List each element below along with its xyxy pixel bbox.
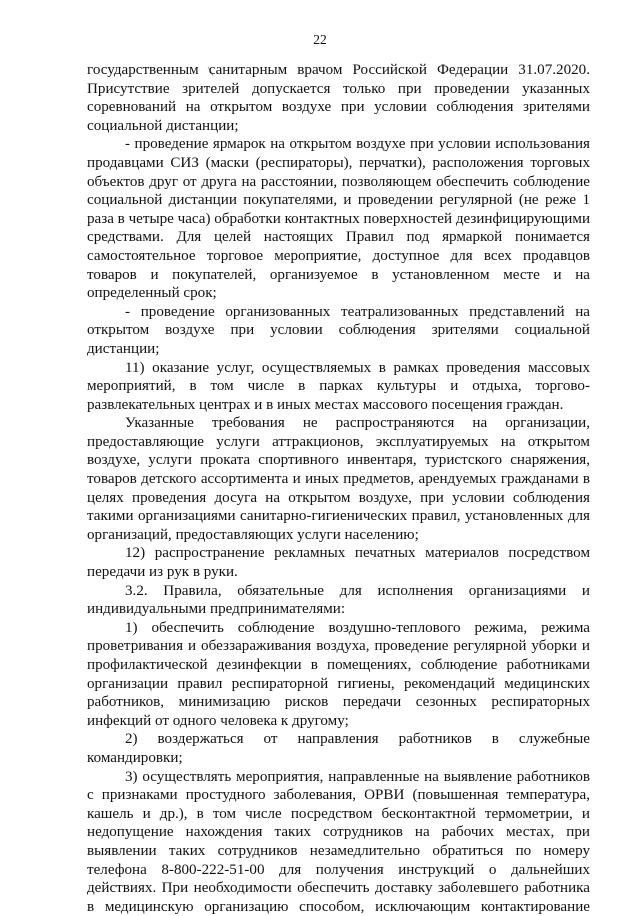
text-line: 1) обеспечить соблюдение воздушно-теплового режима, режима — [125, 619, 590, 636]
text-line: организаций, предоставляющих услуги населению; — [87, 526, 419, 543]
text-line: инфекций от одного человека к другому; — [87, 712, 349, 729]
text-line: с признаками простудного заболевания, ОРВИ (повышенная температура, — [87, 787, 590, 804]
text-line: воздухе, услуги проката спортивного инвентаря, туристского снаряжения, — [87, 452, 590, 469]
text-line: недопущение нахождения таких сотрудников на рабочих местах, при — [87, 824, 590, 841]
text-line: командировки; — [87, 749, 183, 766]
text-line: определенный срок; — [87, 285, 217, 302]
text-line: целях проведения досуга на открытом воздухе, при условии соблюдения — [87, 489, 590, 506]
text-line: в медицинскую организацию способом, исключающим контактирование — [87, 898, 590, 915]
text-line: средствами. Для целей настоящих Правил под ярмаркой понимается — [87, 229, 590, 246]
text-line: передачи из рук в руки. — [87, 564, 238, 581]
text-line: проветривания и обеззараживания воздуха, проведение регулярной уборки и — [87, 638, 590, 655]
text-line: государственным санитарным врачом Российской Федерации 31.07.2020. — [87, 62, 590, 78]
text-line: - проведение ярмарок на открытом воздухе при условии использования — [125, 136, 590, 153]
text-line: кашель и др.), в том числе посредством бесконтактной термометрии, и — [87, 805, 590, 822]
text-line: раза в четыре часа) обработки контактных поверхностей дезинфицирующими — [87, 210, 591, 227]
text-line: Присутствие зрителей допускается только при проведении указанных — [87, 80, 590, 97]
text-line: 3.2. Правила, обязательные для исполнения организациями и — [125, 582, 590, 599]
text-line: 11) оказание услуг, осуществляемых в рамках проведения массовых — [125, 359, 590, 376]
text-line: 2) воздержаться от направления работников в служебные — [125, 731, 590, 748]
text-line: дистанции; — [87, 340, 160, 357]
text-line: социальной дистанции покупателями, и проведении регулярной (не реже 1 — [87, 192, 590, 209]
text-line: действиях. При необходимости обеспечить доставку заболевшего работника — [87, 880, 590, 897]
text-line: выявлении таких сотрудников незамедлительно обратиться по номеру — [87, 842, 590, 859]
text-line: - проведение организованных театрализованных представлений на — [125, 303, 590, 320]
text-line: социальной дистанции; — [87, 117, 239, 134]
text-line: продавцами СИЗ (маски (респираторы), перчатки), расположения торговых — [87, 154, 590, 171]
text-line: профилактической дезинфекции в помещениях, соблюдение работниками — [87, 657, 590, 673]
text-line: 3) осуществлять мероприятия, направленные на выявление работников — [125, 768, 590, 785]
text-line: соревнований на открытом воздухе при условии соблюдения зрителями — [87, 99, 590, 116]
text-line: телефона 8-800-222-51-00 для получения инструкций о дальнейших — [87, 861, 590, 878]
text-line: организации правил респираторной гигиены, рекомендаций медицинских — [87, 675, 590, 692]
text-line: самостоятельное торговое мероприятие, доступное для всех продавцов — [87, 247, 590, 264]
text-line: товаров и покупателей, организуемое в установленном месте и на — [87, 266, 590, 283]
text-line: предоставляющие услуги аттракционов, эксплуатируемых на открытом — [87, 433, 590, 450]
text-line: товаров детского ассортимента и иных предметов, арендуемых гражданами в — [87, 471, 590, 488]
text-line: 12) распространение рекламных печатных материалов посредством — [125, 545, 590, 562]
text-line: открытом воздухе при условии соблюдения зрителями социальной — [87, 322, 590, 339]
text-line: работников, минимизацию рисков передачи сезонных респираторных — [87, 694, 590, 711]
text-line: такими организациями санитарно-гигиенических правил, установленных для — [87, 508, 590, 525]
text-line: Указанные требования не распространяются на организации, — [125, 415, 590, 432]
text-line: индивидуальными предпринимателями: — [87, 601, 346, 618]
text-line: мероприятий, в том числе в парках культуры и отдыха, торгово- — [87, 378, 590, 395]
text-line: развлекательных центрах и в иных местах массового посещения граждан. — [87, 396, 564, 413]
document-body — [87, 61, 590, 916]
page-number: 22 — [313, 32, 327, 47]
text-line: объектов друг от друга на расстоянии, позволяющем обеспечить соблюдение — [87, 173, 590, 190]
